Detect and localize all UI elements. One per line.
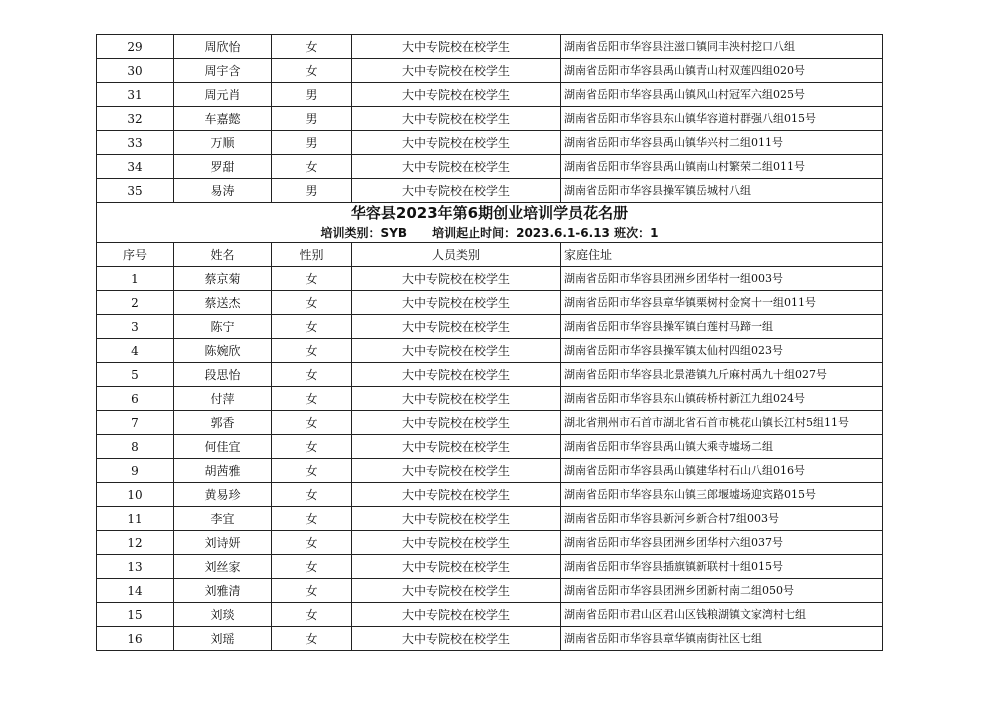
cell-address: 湖南省岳阳市华容县禹山镇华兴村二组011号 [561,131,883,155]
cell-name: 付萍 [174,387,272,411]
cell-name: 周元肖 [174,83,272,107]
cell-category: 大中专院校在校学生 [352,35,561,59]
cell-category: 大中专院校在校学生 [352,531,561,555]
cell-no: 32 [97,107,174,131]
cell-address: 湖南省岳阳市华容县团洲乡团华村六组037号 [561,531,883,555]
header-name: 姓名 [174,243,272,267]
cell-address: 湖南省岳阳市华容县新河乡新合村7组003号 [561,507,883,531]
cell-category: 大中专院校在校学生 [352,179,561,203]
header-category: 人员类别 [352,243,561,267]
cell-category: 大中专院校在校学生 [352,507,561,531]
cell-gender: 女 [272,339,352,363]
section-header [97,203,883,267]
table-row [97,291,883,315]
table-row [97,339,883,363]
cell-gender: 女 [272,411,352,435]
table-row [97,531,883,555]
cell-no: 30 [97,59,174,83]
cell-no: 3 [97,315,174,339]
cell-no: 29 [97,35,174,59]
cell-gender: 女 [272,603,352,627]
table-row [97,315,883,339]
cell-name: 陈婉欣 [174,339,272,363]
cell-gender: 女 [272,363,352,387]
cell-gender: 女 [272,315,352,339]
cell-gender: 女 [272,267,352,291]
cell-gender: 女 [272,59,352,83]
cell-name: 陈宁 [174,315,272,339]
cell-category: 大中专院校在校学生 [352,315,561,339]
roster-rows [97,267,883,651]
table-row [97,483,883,507]
cell-address: 湖南省岳阳市华容县章华镇南街社区七组 [561,627,883,651]
cell-gender: 女 [272,459,352,483]
training-info: 培训类别：SYB 培训起止时间：2023.6.1-6.13 班次：1 [97,223,883,243]
cell-name: 刘丝家 [174,555,272,579]
cell-name: 黄易珍 [174,483,272,507]
table-row [97,35,883,59]
cell-address: 湖南省岳阳市华容县团洲乡团华村一组003号 [561,267,883,291]
cell-name: 胡茜雅 [174,459,272,483]
cell-name: 刘雅清 [174,579,272,603]
cell-no: 12 [97,531,174,555]
cell-name: 李宜 [174,507,272,531]
cell-address: 湖南省岳阳市华容县禹山镇大乘寺墟场二组 [561,435,883,459]
cell-name: 易涛 [174,179,272,203]
roster-table [96,34,883,651]
cell-gender: 女 [272,435,352,459]
cell-address: 湖南省岳阳市华容县操军镇岳城村八组 [561,179,883,203]
table-row [97,155,883,179]
table-row [97,507,883,531]
cell-address: 湖南省岳阳市华容县禹山镇建华村石山八组016号 [561,459,883,483]
table-row [97,363,883,387]
table-row [97,459,883,483]
cell-address: 湖南省岳阳市华容县注滋口镇同丰泱村挖口八组 [561,35,883,59]
cell-no: 16 [97,627,174,651]
cell-address: 湖南省岳阳市华容县东山镇华容道村群强八组015号 [561,107,883,131]
cell-address: 湖南省岳阳市君山区君山区钱粮湖镇文家湾村七组 [561,603,883,627]
cell-no: 5 [97,363,174,387]
cell-gender: 男 [272,83,352,107]
cell-category: 大中专院校在校学生 [352,579,561,603]
table-row [97,179,883,203]
roster-sheet [96,34,882,651]
cell-address: 湖南省岳阳市华容县禹山镇青山村双莲四组020号 [561,59,883,83]
cell-gender: 女 [272,35,352,59]
cell-no: 10 [97,483,174,507]
cell-category: 大中专院校在校学生 [352,291,561,315]
cell-name: 蔡京菊 [174,267,272,291]
cell-no: 4 [97,339,174,363]
cell-category: 大中专院校在校学生 [352,483,561,507]
cell-address: 湖南省岳阳市华容县禹山镇风山村冠军六组025号 [561,83,883,107]
table-row [97,411,883,435]
cell-gender: 男 [272,107,352,131]
cell-category: 大中专院校在校学生 [352,627,561,651]
cell-category: 大中专院校在校学生 [352,363,561,387]
cell-name: 周宇含 [174,59,272,83]
table-row [97,387,883,411]
cell-no: 35 [97,179,174,203]
table-row [97,267,883,291]
cell-address: 湖南省岳阳市华容县插旗镇新联村十组015号 [561,555,883,579]
cell-no: 31 [97,83,174,107]
cell-gender: 男 [272,179,352,203]
cell-category: 大中专院校在校学生 [352,411,561,435]
cell-gender: 女 [272,483,352,507]
cell-name: 刘琰 [174,603,272,627]
cell-name: 蔡送杰 [174,291,272,315]
cell-address: 湖南省岳阳市华容县章华镇栗树村金窝十一组011号 [561,291,883,315]
header-no: 序号 [97,243,174,267]
cell-category: 大中专院校在校学生 [352,555,561,579]
cell-category: 大中专院校在校学生 [352,267,561,291]
cell-gender: 女 [272,507,352,531]
table-row [97,59,883,83]
cell-no: 11 [97,507,174,531]
table-row [97,107,883,131]
cell-category: 大中专院校在校学生 [352,59,561,83]
table-row [97,627,883,651]
cell-name: 罗甜 [174,155,272,179]
table-row [97,131,883,155]
cell-no: 14 [97,579,174,603]
cell-category: 大中专院校在校学生 [352,459,561,483]
cell-name: 周欣怡 [174,35,272,59]
table-row [97,83,883,107]
cell-no: 1 [97,267,174,291]
cell-name: 车嘉懿 [174,107,272,131]
cell-address: 湖北省荆州市石首市湖北省石首市桃花山镇长江村5组11号 [561,411,883,435]
table-row [97,603,883,627]
cell-category: 大中专院校在校学生 [352,155,561,179]
cell-category: 大中专院校在校学生 [352,107,561,131]
previous-roster-rows [97,35,883,203]
table-row [97,579,883,603]
cell-no: 33 [97,131,174,155]
cell-gender: 女 [272,627,352,651]
cell-address: 湖南省岳阳市华容县东山镇三郎堰墟场迎宾路015号 [561,483,883,507]
cell-category: 大中专院校在校学生 [352,387,561,411]
cell-no: 34 [97,155,174,179]
cell-name: 万顺 [174,131,272,155]
cell-gender: 女 [272,387,352,411]
table-row [97,435,883,459]
cell-no: 15 [97,603,174,627]
cell-name: 郭香 [174,411,272,435]
cell-name: 刘诗妍 [174,531,272,555]
cell-no: 7 [97,411,174,435]
cell-name: 刘瑶 [174,627,272,651]
cell-category: 大中专院校在校学生 [352,603,561,627]
header-address: 家庭住址 [561,243,883,267]
cell-no: 2 [97,291,174,315]
cell-name: 何佳宜 [174,435,272,459]
table-row [97,555,883,579]
cell-address: 湖南省岳阳市华容县操军镇太仙村四组023号 [561,339,883,363]
cell-address: 湖南省岳阳市华容县团洲乡团新村南二组050号 [561,579,883,603]
cell-address: 湖南省岳阳市华容县北景港镇九斤麻村禹九十组027号 [561,363,883,387]
header-gender: 性别 [272,243,352,267]
cell-no: 13 [97,555,174,579]
cell-gender: 女 [272,291,352,315]
cell-gender: 女 [272,155,352,179]
cell-category: 大中专院校在校学生 [352,339,561,363]
cell-address: 湖南省岳阳市华容县禹山镇南山村繁荣二组011号 [561,155,883,179]
cell-no: 9 [97,459,174,483]
cell-name: 段思怡 [174,363,272,387]
cell-no: 8 [97,435,174,459]
roster-title: 华容县2023年第6期创业培训学员花名册 [97,203,883,224]
cell-gender: 女 [272,531,352,555]
cell-category: 大中专院校在校学生 [352,83,561,107]
cell-address: 湖南省岳阳市华容县操军镇白莲村马蹄一组 [561,315,883,339]
cell-gender: 女 [272,579,352,603]
cell-no: 6 [97,387,174,411]
cell-address: 湖南省岳阳市华容县东山镇砖桥村新江九组024号 [561,387,883,411]
cell-gender: 男 [272,131,352,155]
cell-gender: 女 [272,555,352,579]
cell-category: 大中专院校在校学生 [352,131,561,155]
column-header-row [97,243,883,267]
cell-category: 大中专院校在校学生 [352,435,561,459]
